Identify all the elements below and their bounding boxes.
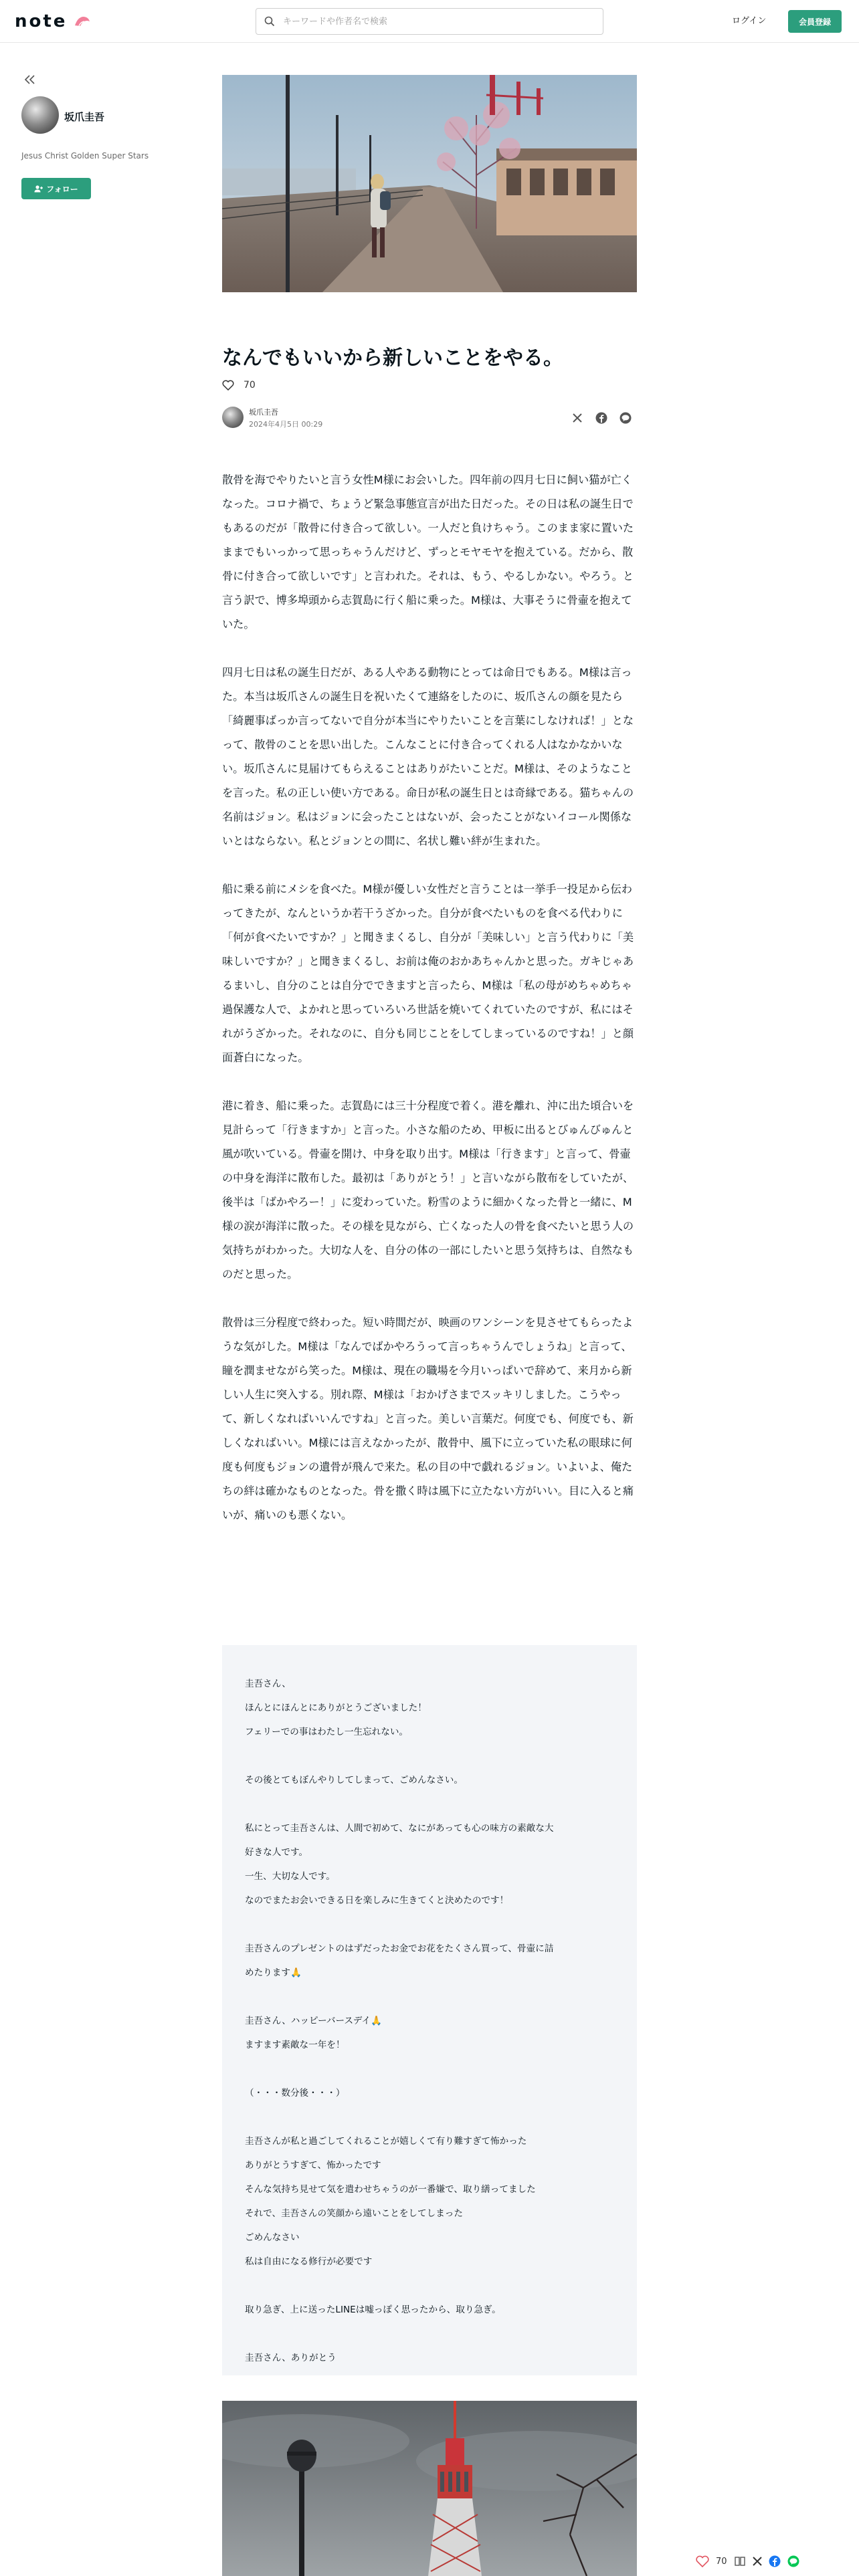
quote-line: 私は自由になる修行が必要です bbox=[245, 2256, 373, 2267]
meta-author-avatar[interactable] bbox=[222, 407, 244, 428]
quote-line: ほんとにほんとにありがとうございました！ bbox=[245, 1703, 427, 1713]
quoted-message bbox=[222, 1645, 637, 2375]
heart-icon[interactable] bbox=[222, 380, 234, 391]
floating-line-icon[interactable] bbox=[787, 2555, 799, 2567]
article-photo bbox=[222, 2401, 637, 2576]
collapse-sidebar-icon[interactable] bbox=[23, 72, 37, 87]
note-logo[interactable] bbox=[15, 11, 91, 32]
floating-like-count: 70 bbox=[716, 2556, 727, 2567]
paragraph: 四月七日は私の誕生日だが、ある人やある動物にとっては命日でもある。M様は言った。本当は坂爪さんの誕生日を祝いたくて連絡をしたのに、坂爪さんの顔を見たら「綺麗事ばっか言ってないで自分が本当にやりたいことを言葉にしなければ！」となって、散骨のことを思い出した。こんなことに付き合ってくれる人はなかなかいない。坂爪さんに見届けてもらえることはありがたいことだ。M様は、そのようなことを言った。私の正しい使い方である。命日が私の誕生日とは奇縁である。猫ちゃんの名前はジョン。私はジョンに会ったことはないが、会ったことがないイコール関係ないとはならない。私とジョンとの間に、名状し難い絆が生まれた。 bbox=[222, 666, 634, 847]
quote-line: その後とてもぼんやりしてしまって、ごめんなさい。 bbox=[245, 1775, 463, 1786]
quote-line: 私にとって圭吾さんは、人間で初めて、なにがあっても心の味方の素敵な大 bbox=[245, 1823, 554, 1834]
quote-line: 圭吾さんが私と過ごしてくれることが嬉しくて有り難すぎて怖かった bbox=[245, 2136, 527, 2147]
quote-line: フェリーでの事はわたし一生忘れない。 bbox=[245, 1727, 409, 1737]
like-area[interactable] bbox=[222, 380, 256, 391]
share-icons bbox=[570, 411, 633, 425]
quote-line: そんな気持ち見せて気を遣わせちゃうのが一番嫌で、取り繕ってました bbox=[245, 2184, 536, 2195]
paragraph: 船に乗る前にメシを食べた。M様が優しい女性だと言うことは一挙手一投足から伝わってきたが、なんというか若干うざかった。自分が食べたいものを食べる代わりに「何が食べたいですか？」と聞きまくるし、自分が「美味しい」と言う代わりに「美味しいですか？」と聞きまくるし、お前は俺のおかあちゃんかと思った。ガキじゃあるまいし、自分のことは自分でできますと言ったら、M様は「私の母がめちゃめちゃ過保護な人で、よかれと思っていろいろ世話を焼いてくれていたのですが、私にはそれがうざかった。それなのに、自分も同じことをしてしまっているのですね！」と顔面蒼白になった。 bbox=[222, 883, 634, 1064]
search-icon bbox=[264, 16, 275, 27]
article-body bbox=[222, 468, 637, 1551]
site-header bbox=[0, 0, 859, 43]
line-share-icon[interactable] bbox=[618, 411, 633, 425]
quote-line: 圭吾さん、ありがとう bbox=[245, 2353, 337, 2363]
paragraph: 散骨を海でやりたいと言う女性M様にお会いした。四年前の四月七日に飼い猫が亡くなった。コロナ禍で、ちょうど緊急事態宣言が出た日だった。その日は私の誕生日でもあるのだが「散骨に付き合って欲しい。一人だと負けちゃう。このまま家に置いたままでもいっかって思っちゃうんだけど、ずっとモヤモヤを抱えている。だから、散骨に付き合って欲しいです」と言われた。それは、もう、やるしかない。やろう。と言う訳で、博多埠頭から志賀島に行く船に乗った。M様は、大事そうに骨壷を抱えていた。 bbox=[222, 473, 634, 631]
quote-line: ありがとうすぎて、怖かったです bbox=[245, 2160, 381, 2171]
floating-action-bar bbox=[696, 2547, 859, 2576]
hero-image bbox=[222, 75, 637, 292]
floating-x-share-icon[interactable] bbox=[753, 2557, 762, 2566]
author-avatar[interactable] bbox=[21, 96, 59, 134]
paragraph: 散骨は三分程度で終わった。短い時間だが、映画のワンシーンを見させてもらったような気がした。M様は「なんでばかやろうって言っちゃうんでしょうね」と言って、瞳を潤ませながら笑った。M様は、現在の職場を今月いっぱいで辞めて、来月から新しい人生に突入する。別れ際、M様は「おかげさまでスッキリしました。こうやって、新しくなればいいんですね」と言った。美しい言葉だ。何度でも、何度でも、新しくなればいい。M様には言えなかったが、散骨中、風下に立っていた私の眼球に何度も何度もジョンの遺骨が飛んで来た。私の目の中で戯れるジョン。いよいよ、俺たちの絆は確かなものとなった。骨を撒く時は風下に立たない方がいい。目に入ると痛いが、痛いのも悪くない。 bbox=[222, 1316, 634, 1521]
quote-line: ますます素敵な一年を！ bbox=[245, 2040, 345, 2050]
quote-line: 圭吾さんのプレゼントのはずだったお金でお花をたくさん買って、骨壷に詰 bbox=[245, 1943, 554, 1954]
quote-line: 圭吾さん、ハッピーバースデイ🙏 bbox=[245, 2016, 382, 2026]
facebook-share-icon[interactable] bbox=[594, 411, 609, 425]
signup-button[interactable]: 会員登録 bbox=[788, 10, 842, 33]
quote-line: 好きな人です。 bbox=[245, 1847, 308, 1858]
meta-author-name[interactable]: 坂爪圭吾 bbox=[249, 408, 278, 417]
quote-line: 一生、大切な人です。 bbox=[245, 1871, 335, 1882]
floating-facebook-icon[interactable] bbox=[769, 2555, 781, 2567]
like-count: 70 bbox=[244, 380, 256, 391]
login-link[interactable]: ログイン bbox=[732, 16, 767, 26]
publish-date: 2024年4月5日 00:29 bbox=[249, 420, 323, 429]
author-name[interactable]: 坂爪圭吾 bbox=[64, 111, 105, 123]
author-bio: Jesus Christ Golden Super Stars bbox=[21, 151, 149, 160]
follow-button[interactable] bbox=[21, 178, 91, 199]
paragraph: 港に着き、船に乗った。志賀島には三十分程度で着く。港を離れ、沖に出た頃合いを見計らって「行きますか」と言った。小さな船のため、甲板に出るとびゅんびゅんと風が吹いている。骨壷を開け、中身を取り出す。M様は「行きます」と言って、骨壷の中身を海洋に散布した。最初は「ありがとう！」と言いながら散布をしていたが、後半は「ばかやろー！」に変わっていた。粉雪のように細かくなった骨と一緒に、M様の涙が海洋に散った。その様を見ながら、亡くなった人の骨を食べたいと思う人の気持ちがわかった。大切な人を、自分の体の一部にしたいと思う気持ちは、自然なものだと思った。 bbox=[222, 1099, 634, 1281]
quote-line: 圭吾さん、 bbox=[245, 1679, 291, 1689]
floating-heart-icon[interactable] bbox=[696, 2555, 709, 2567]
add-user-icon bbox=[34, 185, 43, 193]
search-box[interactable] bbox=[256, 8, 603, 35]
search-input[interactable] bbox=[283, 17, 591, 27]
magazine-add-icon[interactable] bbox=[734, 2555, 746, 2567]
x-share-icon[interactable] bbox=[570, 411, 585, 425]
quote-line: めたります🙏 bbox=[245, 1967, 302, 1978]
quote-line: 取り急ぎ、上に送ったLINEは嘘っぽく思ったから、取り急ぎ。 bbox=[245, 2304, 501, 2315]
article-title: なんでもいいから新しいことをやる。 bbox=[222, 346, 563, 370]
logo-mark-icon bbox=[74, 15, 91, 28]
quote-line: ごめんなさい bbox=[245, 2232, 300, 2243]
quote-line: （・・・数分後・・・） bbox=[245, 2088, 345, 2099]
follow-label: フォロー bbox=[46, 184, 78, 194]
quote-line: なのでまたお会いできる日を楽しみに生きてくと決めたのです！ bbox=[245, 1895, 509, 1906]
quote-line: それで、圭吾さんの笑顔から遠いことをしてしまった bbox=[245, 2208, 463, 2219]
logo-text: note bbox=[15, 11, 68, 31]
